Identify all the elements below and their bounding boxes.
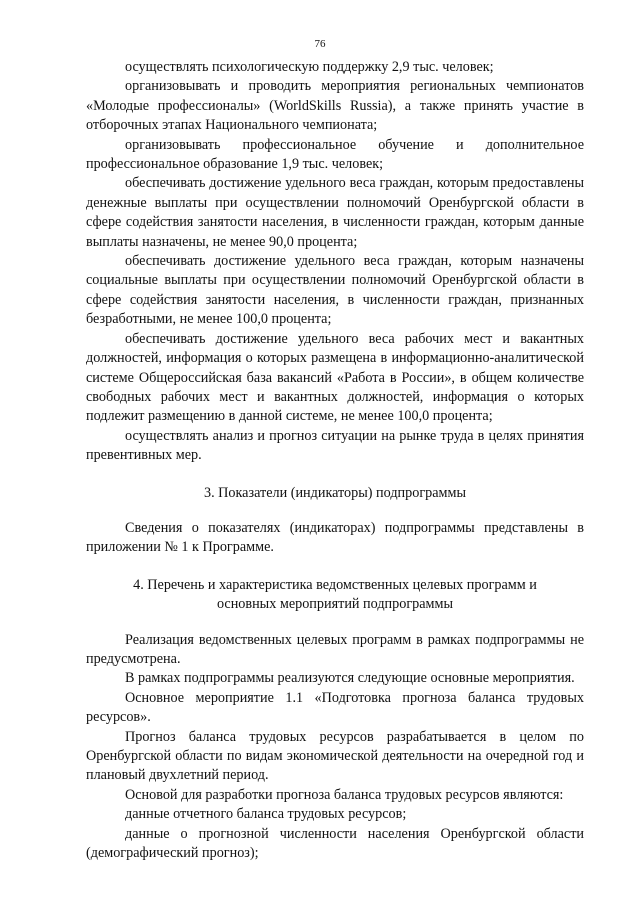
paragraph: данные отчетного баланса трудовых ресурсов;	[125, 806, 407, 823]
paragraph: Прогноз баланса трудовых ресурсов разрабатывается в целом по Оренбургской области по видам экономической деятельности на очередной год и плановый двухлетний период.	[86, 728, 584, 784]
page-number: 76	[314, 38, 326, 50]
paragraph: Основой для разработки прогноза баланса трудовых ресурсов являются:	[125, 786, 564, 803]
paragraph: обеспечивать достижение удельного веса граждан, которым предоставлены денежные выплаты при осуществлении полномочий Оренбургской области в сфере содействия занятости населения, в численности граждан, которым данные выплаты назначены, не менее 90,0 процента;	[86, 175, 584, 250]
section-3-heading: 3. Показатели (индикаторы) подпрограммы	[203, 484, 467, 501]
document-body	[86, 58, 584, 863]
section-3-text: Сведения о показателях (индикаторах) подпрограммы представлены в приложении № 1 к Программе.	[86, 519, 584, 556]
paragraph: осуществлять анализ и прогноз ситуации на рынке труда в целях принятия превентивных мер.	[86, 427, 584, 464]
paragraph: организовывать профессиональное обучение и дополнительное профессиональное образование 1,9 тыс. человек;	[86, 136, 584, 173]
section-4-heading: 4. Перечень и характеристика ведомственных целевых программ и основных мероприятий подпрограммы	[133, 576, 537, 613]
paragraph: данные о прогнозной численности населения Оренбургской области (демографический прогноз);	[86, 825, 584, 862]
paragraph: обеспечивать достижение удельного веса рабочих мест и вакантных должностей, информация о которых размещена в информационно-аналитической системе Общероссийская база вакансий «Работа в России», в общем количестве свободных рабочих мест и вакантных должностей, информация о которых подлежит размещению в данной системе, не менее 100,0 процента;	[86, 330, 584, 425]
paragraph: организовывать и проводить мероприятия региональных чемпионатов «Молодые профессионалы» (WorldSkills Russia), а также принять участие в отборочных этапах Национального чемпионата;	[86, 78, 584, 134]
paragraph: осуществлять психологическую поддержку 2,9 тыс. человек;	[125, 59, 494, 75]
paragraph: Реализация ведомственных целевых программ в рамках подпрограммы не предусмотрена.	[86, 631, 584, 667]
paragraph: В рамках подпрограммы реализуются следующие основные мероприятия.	[125, 670, 575, 687]
paragraph: Основное мероприятие 1.1 «Подготовка прогноза баланса трудовых ресурсов».	[86, 689, 584, 726]
paragraph: обеспечивать достижение удельного веса граждан, которым назначены социальные выплаты при осуществлении полномочий Оренбургской области в сфере содействия занятости населения, в численности граждан, признанных безработными, не менее 100,0 процента;	[86, 253, 584, 328]
